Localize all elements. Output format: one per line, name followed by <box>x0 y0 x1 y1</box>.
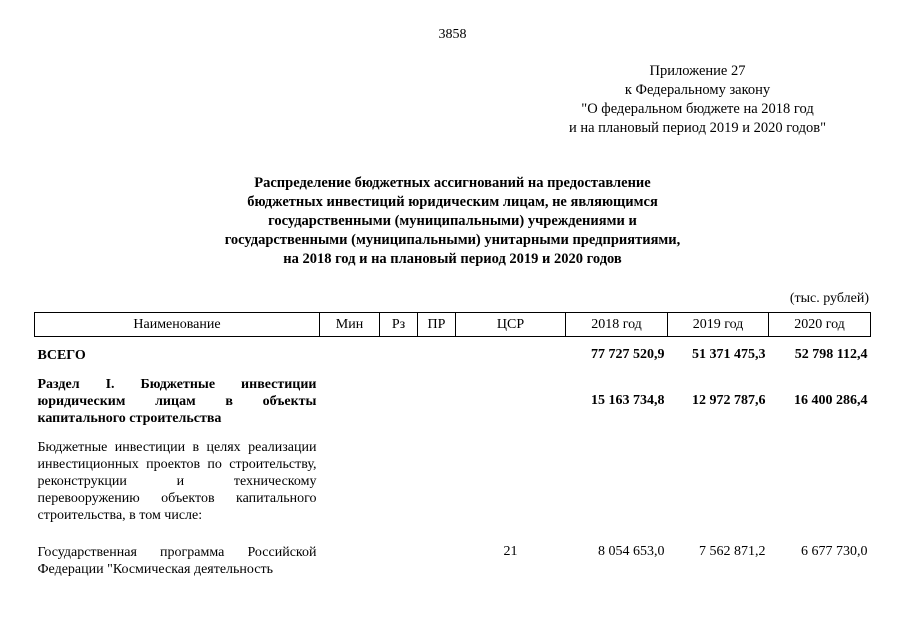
title-line: бюджетных инвестиций юридическим лицам, не являющимся <box>247 194 658 210</box>
row-csr <box>456 347 566 364</box>
row-csr <box>456 439 566 524</box>
table-row <box>35 439 871 524</box>
row-2020 <box>769 439 871 524</box>
header-pr: ПР <box>418 313 456 337</box>
header-min: Мин <box>320 313 380 337</box>
row-name: Государственная программа Российской Федерации "Космическая деятельность <box>37 544 317 577</box>
title-line: Распределение бюджетных ассигнований на предоставление <box>254 175 651 191</box>
row-2018: 8 054 653,0 <box>598 543 665 559</box>
table-row <box>35 347 871 364</box>
row-name: Раздел I. Бюджетные инвестиции юридическим лицам в объекты капитального строительства <box>37 376 317 426</box>
row-2019: 12 972 787,6 <box>692 392 766 408</box>
budget-table <box>34 312 871 578</box>
table-row <box>35 376 871 427</box>
row-2018: 15 163 734,8 <box>591 392 665 408</box>
appendix-line: "О федеральном бюджете на 2018 год <box>581 101 814 117</box>
table-row <box>35 544 871 578</box>
row-2020: 52 798 112,4 <box>794 346 868 362</box>
header-rz: Рз <box>380 313 418 337</box>
appendix-line: и на плановый период 2019 и 2020 годов" <box>568 120 827 136</box>
row-name: Бюджетные инвестиции в целях реализации инвестиционных проектов по строительству, реконструкции и техническому перевооружению объектов капитального строительства, в том числе: <box>37 439 317 523</box>
row-name: ВСЕГО <box>37 347 86 363</box>
header-2019: 2019 год <box>668 313 769 337</box>
title-line: государственными (муниципальными) унитарными предприятиями, <box>224 232 681 248</box>
row-2019: 51 371 475,3 <box>692 346 766 362</box>
row-2018: 77 727 520,9 <box>591 346 665 362</box>
appendix-line: к Федеральному закону <box>624 82 771 98</box>
row-2020: 16 400 286,4 <box>794 392 868 408</box>
units-label: (тыс. рублей) <box>789 291 869 306</box>
page-number: 3858 <box>438 27 467 42</box>
header-2020: 2020 год <box>769 313 871 337</box>
title-line: на 2018 год и на плановый период 2019 и 2020 годов <box>283 251 622 267</box>
document-title <box>180 174 725 269</box>
row-2019 <box>668 439 769 524</box>
header-2018: 2018 год <box>566 313 668 337</box>
appendix-line: Приложение 27 <box>649 63 746 79</box>
row-2020: 6 677 730,0 <box>801 543 868 559</box>
header-name: Наименование <box>35 313 320 337</box>
appendix-header <box>520 62 875 138</box>
table-header-row <box>35 313 871 337</box>
row-csr: 21 <box>503 543 518 559</box>
header-csr: ЦСР <box>456 313 566 337</box>
row-2018 <box>566 439 668 524</box>
row-csr <box>456 376 566 427</box>
row-2019: 7 562 871,2 <box>699 543 766 559</box>
title-line: государственными (муниципальными) учреждениями и <box>268 213 637 229</box>
